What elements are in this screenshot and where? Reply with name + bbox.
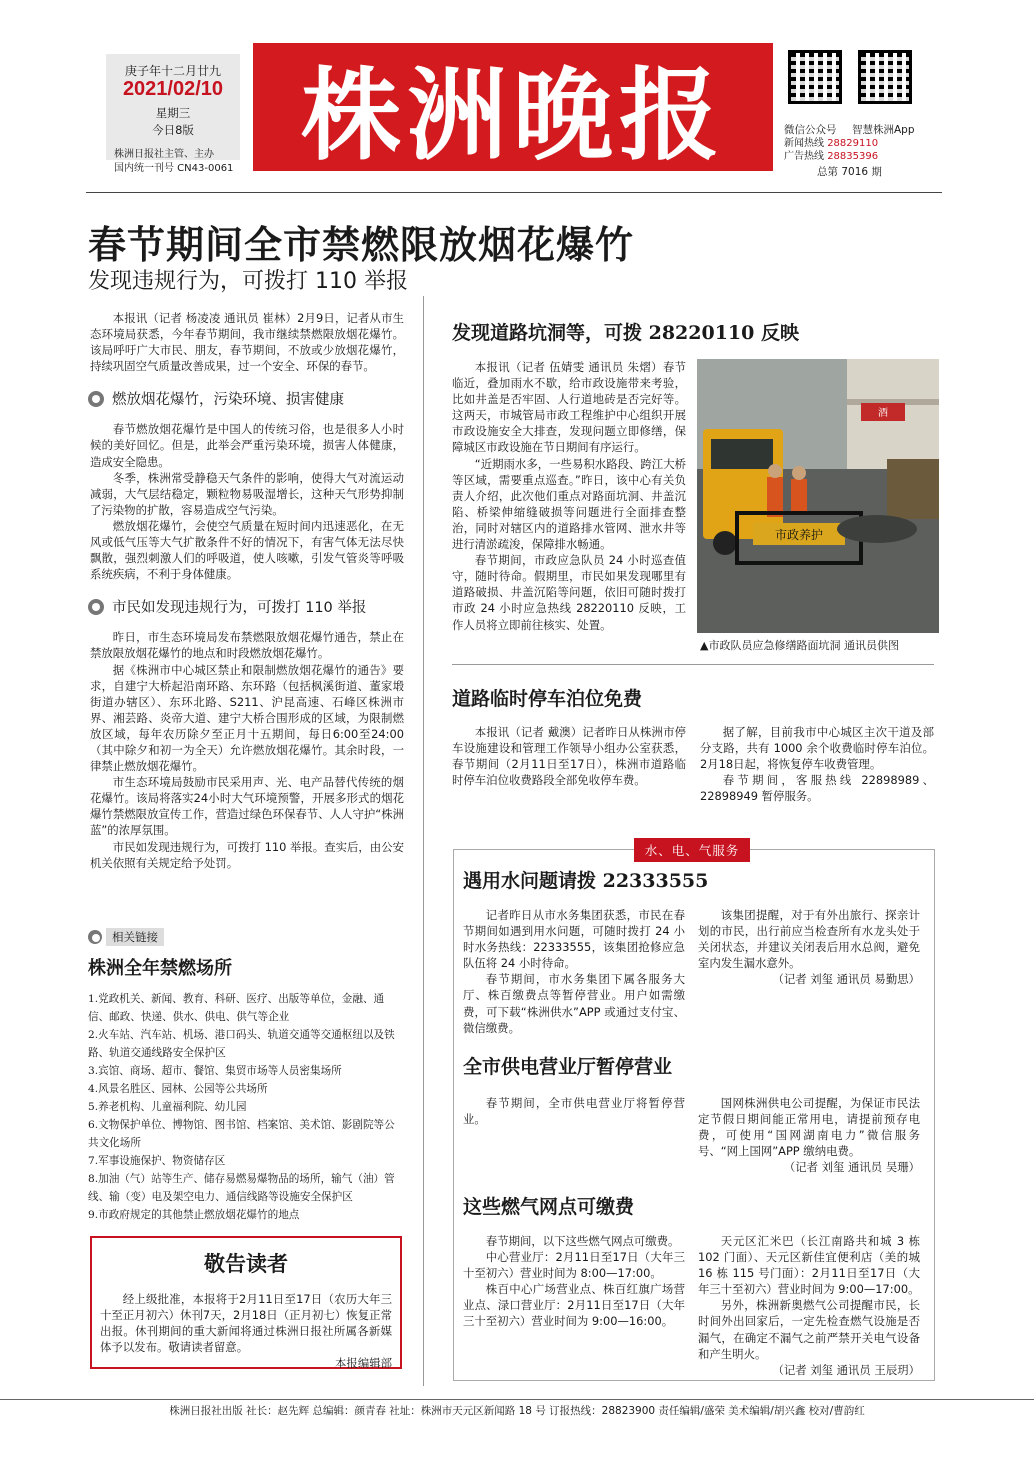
related-tag-label: 相关链接 — [106, 928, 164, 946]
service-tag: 水、电、气服务 — [634, 838, 750, 862]
newspaper-logo: 株洲晚报 — [253, 43, 773, 171]
water-article-right — [698, 907, 920, 987]
photo-barrier-sign: 市政养护 — [774, 528, 824, 542]
weekday: 星期三 — [155, 106, 191, 120]
news-hotline-number: 28829110 — [827, 138, 879, 149]
column-divider — [423, 296, 424, 1386]
gas-para: 春节期间，以下这些燃气网点可缴费。 — [485, 1234, 680, 1248]
road-photo-illustration — [697, 359, 939, 633]
lead-intro: 本报讯（记者 杨凌凌 通讯员 崔林）2月9日，记者从市生态环境局获悉，今年春节期间，我市继续禁燃限放烟花爆竹。该局呼吁广大市民、朋友，春节期间，不放或少放烟花爆竹，持续巩固空气质量改善成果，过一个安全、环保的春节。 — [90, 311, 404, 374]
related-list-item: 8.加油（气）站等生产、储存易燃易爆物品的场所，输气（油）管线、输（变）电及架空电力、通信线路等设施安全保护区 — [88, 1173, 395, 1203]
gas-para: 株百中心广场营业点、株百红旗广场营业点、渌口营业厅：2月11日至17日（大年三十至初六）营业时间为 9:00—16:00。 — [463, 1282, 685, 1329]
section2-title: 市民如发现违规行为，可拨打 110 举报 — [112, 600, 367, 617]
related-links — [88, 928, 404, 1224]
qr-label-wechat: 微信公众号 — [784, 124, 837, 136]
issue-date: 2021/02/10 — [122, 78, 224, 100]
related-list-item: 6.文物保护单位、博物馆、图书馆、档案馆、美术馆、影剧院等公共文化场所 — [88, 1119, 395, 1149]
divider — [452, 664, 934, 665]
bullet-icon — [88, 599, 104, 615]
section1-para: 冬季，株洲常受静稳天气条件的影响，使得大气对流运动减弱，大气层结稳定，颗粒物易吸湿增长，这种天气形势抑制了污染物的扩散，容易造成空气污染。 — [90, 470, 404, 517]
reader-notice — [90, 1236, 402, 1369]
notice-sign: 本报编辑部 — [335, 1356, 392, 1371]
gas-para: 中心营业厅：2月11日至17日（大年三十至初六）营业时间为 8:00—17:00。 — [463, 1250, 685, 1281]
related-list-item: 1.党政机关、新闻、教育、科研、医疗、出版等单位，金融、通信、邮政、快递、供水、供电、供气等企业 — [88, 993, 385, 1023]
related-title: 株洲全年禁燃场所 — [88, 958, 232, 979]
section2-para: 昨日，市生态环境局发布禁燃限放烟花爆竹通告，禁止在禁放限放烟花爆竹的地点和时段燃放烟花爆竹。 — [90, 630, 404, 661]
gas-sign: （记者 刘玺 通讯员 王辰玥） — [772, 1362, 920, 1377]
road-repair-photo — [697, 359, 939, 633]
section2-heading — [88, 596, 404, 617]
date-box — [106, 54, 240, 160]
power-para: 国网株洲供电公司提醒，为保证市民法定节假日期间能正常用电，请提前预存电费，可使用“国网湖南电力”微信服务号、“网上国网”APP 缴纳电费。 — [698, 1096, 920, 1159]
lunar-date: 庚子年十二月廿九 — [124, 64, 221, 78]
footer: 株洲日报社出版 社长：赵先辉 总编辑：颜青春 社址：株洲市天元区新闻路 18 号 订报热线：28823900 责任编辑/盛荣 美术编辑/胡兴鑫 校对/曹韵红 — [0, 1399, 1034, 1422]
photo-caption: ▲市政队员应急修缮路面坑洞 通讯员供图 — [700, 639, 899, 652]
power-para: 春节期间，全市供电营业厅将暂停营业。 — [463, 1096, 685, 1127]
news-hotline-label: 新闻热线 — [784, 138, 824, 149]
water-para: 该集团提醒，对于有外出旅行、探亲计划的市民，出行前应当检查所有水龙头处于关闭状态，并建议关闭表后用水总阀，避免室内发生漏水意外。 — [698, 908, 920, 971]
lead-article — [90, 310, 404, 871]
section1-heading — [88, 388, 404, 409]
parking-para: 春节期间，客服热线 22898989、22898949 暂停服务。 — [700, 773, 934, 804]
road-title: 发现道路坑洞等，可拨 28220110 反映 — [452, 322, 799, 344]
gas-para: 天元区汇米巴（长江南路共和城 3 栋 102 门面）、天元区新佳宜便利店（美的城 16 栋 115 号门面）：2月11日至17日（大年三十至初六）营业时间为 9:00—17:00。 — [698, 1234, 920, 1297]
gas-para: 另外，株洲新奥燃气公司提醒市民，长时间外出回家后，一定先检查燃气设施是否漏气，在确定不漏气之前严禁开关电气设备和产生明火。 — [698, 1298, 920, 1361]
parking-para: 本报讯（记者 戴澳）记者昨日从株洲市停车设施建设和管理工作领导小组办公室获悉，春节期间（2月11日至17日），株洲市道路临时停车泊位收费路段全部免收停车费。 — [452, 725, 686, 788]
publisher-line: 株洲日报社主管、主办 — [114, 149, 214, 160]
related-list-item: 3.宾馆、商场、超市、餐馆、集贸市场等人员密集场所 — [88, 1065, 342, 1077]
publication-number: 国内统一刊号 CN43-0061 — [114, 163, 234, 174]
water-sign: （记者 刘玺 通讯员 易勤思） — [772, 972, 920, 987]
section2-para: 市民如发现违规行为，可拨打 110 举报。查实后，由公安机关依照有关规定给予处罚。 — [90, 839, 404, 870]
road-para: 本报讯（记者 伍婧雯 通讯员 朱熠）春节临近，叠加雨水不歇，给市政设施带来考验，比如井盖是否牢固、人行道地砖是否完好等。这两天，市城管局市政工程维护中心组织开展市政设施安全大排查，发现问题立即修缮，保障城区市政设施在节日期间有序运行。 — [452, 360, 686, 455]
related-list-item: 7.军事设施保护、物资储存区 — [88, 1155, 226, 1167]
news-hotline — [784, 137, 878, 151]
water-para: 记者昨日从市水务集团获悉，市民在春节期间如遇到用水问题，可随时拨打 24 小时水务热线：22333555，该集团抢修应急队伍将 24 小时待命。 — [463, 908, 685, 971]
road-article — [452, 359, 686, 633]
related-list-item: 9.市政府规定的其他禁止燃放烟花爆竹的地点 — [88, 1209, 300, 1221]
section2-para: 据《株洲市中心城区禁止和限制燃放烟花爆竹的通告》要求，自建宁大桥起沿南环路、东环路（包括枫溪街道、董家塅街道办辖区）、东环北路、S211、沪昆高速、石峰区株洲市界、湘芸路、炎帝大道、建宁大桥合围形成的区域，为限制燃放区域，每年农历除夕至正月十五期间，每日6:00至24:00（其中除夕和初一为全天）允许燃放烟花爆竹。其余时段，一律禁止燃放烟花爆竹。 — [90, 662, 404, 774]
gas-article-right — [698, 1233, 920, 1378]
related-tag — [88, 928, 404, 946]
gas-title: 这些燃气网点可缴费 — [463, 1196, 635, 1218]
section1-para: 春节燃放烟花爆竹是中国人的传统习俗，也是很多人小时候的美好回忆。但是，此举会严重污染环境，损害人体健康，造成安全隐患。 — [90, 422, 404, 469]
ad-hotline — [784, 150, 878, 164]
parking-para: 据了解，目前我市中心城区主次干道及部分支路，共有 1000 余个收费临时停车泊位。2月18日起，将恢复停车收费管理。 — [700, 725, 934, 772]
ad-hotline-label: 广告热线 — [784, 151, 824, 162]
main-headline: 春节期间全市禁燃限放烟花爆竹 — [88, 222, 635, 267]
bullet-icon — [88, 930, 102, 944]
photo-shop-sign: 酒 — [878, 408, 888, 419]
gas-article-left — [463, 1233, 685, 1330]
main-subhead: 发现违规行为，可拨打 110 举报 — [88, 269, 408, 294]
wechat-qr-icon[interactable] — [788, 50, 842, 104]
related-list-item: 4.风景名胜区、园林、公园等公共场所 — [88, 1083, 268, 1095]
water-title: 遇用水问题请拨 22333555 — [463, 870, 709, 892]
qr-label-app: 智慧株洲App — [852, 124, 915, 136]
notice-text: 经上级批准，本报将于2月11日至17日（农历大年三十至正月初六）休刊7天，2月18日（正月初七）恢复正常出报。休刊期间的重大新闻将通过株洲日报社所属各新媒体予以发布。敬请读者留意。 — [100, 1292, 392, 1355]
masthead-divider — [86, 192, 942, 193]
page-count: 今日8版 — [152, 123, 194, 137]
parking-article-right — [700, 724, 934, 804]
related-list-item: 5.养老机构、儿童福利院、幼儿园 — [88, 1101, 247, 1113]
road-para: 春节期间，市政应急队员 24 小时巡查值守，随时待命。假期里，市民如果发现哪里有道路破损、井盖沉陷等问题，依旧可随时拨打市政 24 小时应急热线 28220110 反映，工作人员将立即前往核实、处置。 — [452, 553, 686, 632]
notice-title: 敬告读者 — [204, 1252, 288, 1276]
section1-para: 燃放烟花爆竹，会使空气质量在短时间内迅速恶化，在无风或低气压等大气扩散条件不好的情况下，有害气体无法尽快飘散，强烈刺激人们的呼吸道，使人咳嗽，引发气管炎等呼吸系统疾病，不利于身体健康。 — [90, 518, 404, 582]
section2-para: 市生态环境局鼓励市民采用声、光、电产品替代传统的烟花爆竹。该局将落实24小时大气环境预警，开展多形式的烟花爆竹禁燃限放宣传工作，营造过绿色环保春节、人人守护“株洲蓝”的浓厚氛围。 — [90, 775, 404, 838]
power-title: 全市供电营业厅暂停营业 — [463, 1056, 673, 1078]
parking-article-left — [452, 724, 686, 788]
app-qr-icon[interactable] — [858, 50, 912, 104]
parking-title: 道路临时停车泊位免费 — [452, 688, 643, 710]
power-sign: （记者 刘玺 通讯员 吴珊） — [783, 1160, 920, 1175]
power-article-right — [698, 1095, 920, 1175]
related-list-item: 2.火车站、汽车站、机场、港口码头、轨道交通等交通枢纽以及铁路、轨道交通线路安全保护区 — [88, 1029, 395, 1059]
water-para: 春节期间，市水务集团下属各服务大厅、株百缴费点等暂停营业。用户如需缴费，可下载“株洲供水”APP 或通过支付宝、微信缴费。 — [463, 972, 685, 1035]
publisher-info — [114, 148, 264, 176]
water-article-left — [463, 907, 685, 1036]
related-list — [88, 990, 404, 1224]
notice-body — [100, 1291, 392, 1371]
road-para: “近期雨水多，一些易积水路段、跨江大桥等区域，需要重点巡查。”昨日，该中心有关负责人介绍，此次他们重点对路面坑洞、井盖沉陷、桥梁伸缩缝破损等问题进行全面排查整治，同时对辖区内的道路排水管网、泄水井等进行清淤疏浚，保障排水畅通。 — [452, 456, 686, 552]
bullet-icon — [88, 391, 104, 407]
ad-hotline-number: 28835396 — [827, 151, 879, 162]
power-article-left — [463, 1095, 685, 1127]
section1-title: 燃放烟花爆竹，污染环境、损害健康 — [112, 392, 344, 409]
issue-number: 总第 7016 期 — [817, 166, 882, 178]
